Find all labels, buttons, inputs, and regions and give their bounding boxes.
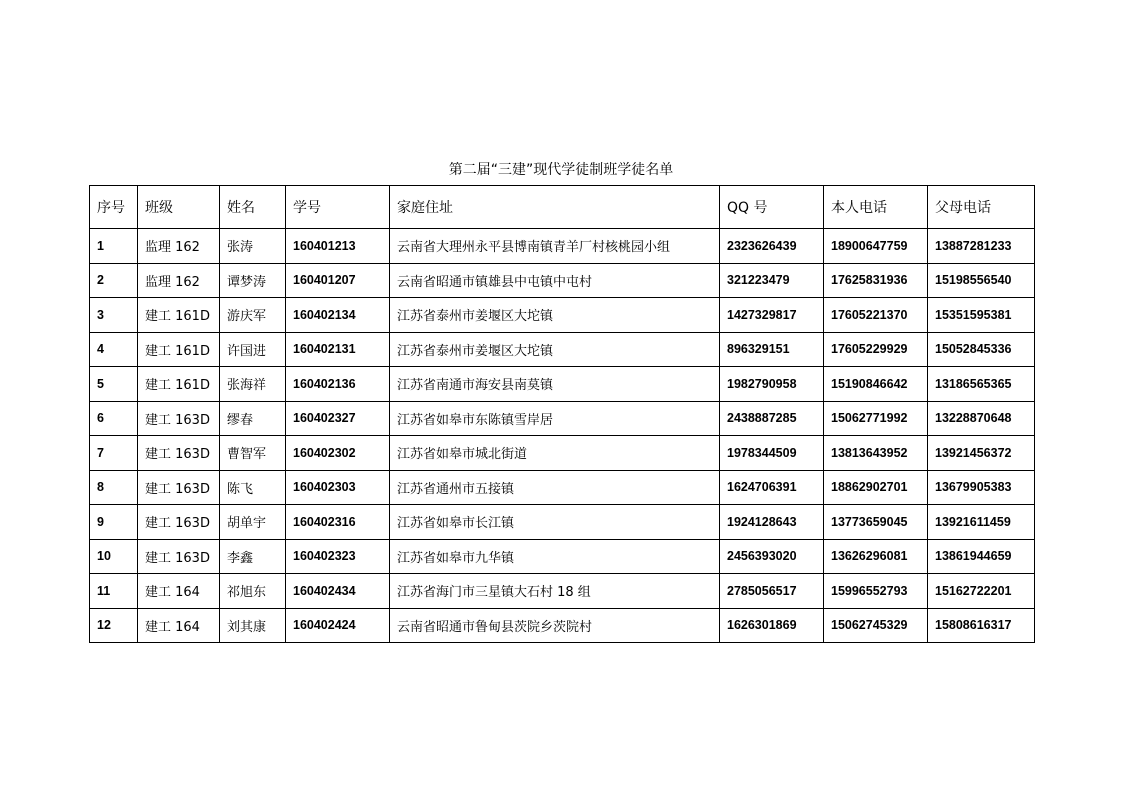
cell-address: 云南省昭通市鲁甸县茨院乡茨院村 [390, 608, 720, 643]
table-row [90, 401, 1035, 436]
cell-name: 缪春 [220, 401, 286, 436]
header-parent-phone: 父母电话 [928, 186, 1035, 229]
cell-parent-phone: 15162722201 [928, 574, 1035, 609]
cell-address: 江苏省泰州市姜堰区大坨镇 [390, 298, 720, 333]
cell-qq: 2456393020 [720, 539, 824, 574]
cell-phone: 18900647759 [824, 229, 928, 264]
cell-qq: 2438887285 [720, 401, 824, 436]
cell-phone: 15996552793 [824, 574, 928, 609]
cell-name: 许国进 [220, 332, 286, 367]
cell-address: 江苏省如皋市城北街道 [390, 436, 720, 471]
table-body [90, 229, 1035, 643]
cell-parent-phone: 13921611459 [928, 505, 1035, 540]
cell-qq: 1624706391 [720, 470, 824, 505]
cell-name: 曹智军 [220, 436, 286, 471]
cell-phone: 15062745329 [824, 608, 928, 643]
cell-index: 6 [90, 401, 138, 436]
cell-index: 9 [90, 505, 138, 540]
cell-parent-phone: 15052845336 [928, 332, 1035, 367]
header-student-id: 学号 [286, 186, 390, 229]
cell-name: 胡单宇 [220, 505, 286, 540]
cell-address: 江苏省如皋市东陈镇雪岸居 [390, 401, 720, 436]
cell-parent-phone: 13887281233 [928, 229, 1035, 264]
cell-class: 建工 164 [138, 574, 220, 609]
cell-class: 建工 161D [138, 298, 220, 333]
header-address: 家庭住址 [390, 186, 720, 229]
cell-name: 张涛 [220, 229, 286, 264]
cell-class: 建工 163D [138, 505, 220, 540]
cell-qq: 2785056517 [720, 574, 824, 609]
table-row [90, 263, 1035, 298]
cell-index: 12 [90, 608, 138, 643]
cell-student-id: 160402323 [286, 539, 390, 574]
cell-qq: 321223479 [720, 263, 824, 298]
cell-name: 张海祥 [220, 367, 286, 402]
cell-name: 李鑫 [220, 539, 286, 574]
table-header-row [90, 186, 1035, 229]
cell-student-id: 160402316 [286, 505, 390, 540]
cell-index: 11 [90, 574, 138, 609]
cell-qq: 896329151 [720, 332, 824, 367]
cell-index: 8 [90, 470, 138, 505]
cell-address: 云南省大理州永平县博南镇青羊厂村核桃园小组 [390, 229, 720, 264]
cell-phone: 15190846642 [824, 367, 928, 402]
table-row [90, 229, 1035, 264]
cell-student-id: 160402136 [286, 367, 390, 402]
cell-class: 建工 163D [138, 436, 220, 471]
cell-phone: 17605221370 [824, 298, 928, 333]
header-class: 班级 [138, 186, 220, 229]
cell-index: 3 [90, 298, 138, 333]
table-row [90, 539, 1035, 574]
cell-phone: 17625831936 [824, 263, 928, 298]
cell-student-id: 160402134 [286, 298, 390, 333]
cell-student-id: 160401213 [286, 229, 390, 264]
cell-index: 5 [90, 367, 138, 402]
cell-class: 监理 162 [138, 229, 220, 264]
cell-qq: 1626301869 [720, 608, 824, 643]
cell-phone: 13773659045 [824, 505, 928, 540]
table-row [90, 298, 1035, 333]
cell-qq: 1982790958 [720, 367, 824, 402]
cell-parent-phone: 13186565365 [928, 367, 1035, 402]
header-name: 姓名 [220, 186, 286, 229]
cell-index: 2 [90, 263, 138, 298]
cell-name: 谭梦涛 [220, 263, 286, 298]
cell-student-id: 160402327 [286, 401, 390, 436]
table-row [90, 367, 1035, 402]
cell-parent-phone: 15198556540 [928, 263, 1035, 298]
cell-index: 1 [90, 229, 138, 264]
cell-parent-phone: 13861944659 [928, 539, 1035, 574]
cell-student-id: 160402303 [286, 470, 390, 505]
cell-qq: 2323626439 [720, 229, 824, 264]
table-row [90, 505, 1035, 540]
header-index: 序号 [90, 186, 138, 229]
cell-student-id: 160402302 [286, 436, 390, 471]
cell-class: 建工 163D [138, 470, 220, 505]
cell-address: 江苏省海门市三星镇大石村 18 组 [390, 574, 720, 609]
cell-address: 云南省昭通市镇雄县中屯镇中屯村 [390, 263, 720, 298]
cell-name: 刘其康 [220, 608, 286, 643]
cell-class: 建工 161D [138, 332, 220, 367]
cell-address: 江苏省通州市五接镇 [390, 470, 720, 505]
cell-qq: 1978344509 [720, 436, 824, 471]
cell-name: 祁旭东 [220, 574, 286, 609]
cell-phone: 17605229929 [824, 332, 928, 367]
cell-student-id: 160402424 [286, 608, 390, 643]
cell-parent-phone: 15351595381 [928, 298, 1035, 333]
cell-name: 陈飞 [220, 470, 286, 505]
header-phone: 本人电话 [824, 186, 928, 229]
cell-parent-phone: 13228870648 [928, 401, 1035, 436]
cell-address: 江苏省如皋市九华镇 [390, 539, 720, 574]
cell-class: 建工 163D [138, 401, 220, 436]
roster-table [89, 185, 1035, 643]
table-row [90, 470, 1035, 505]
cell-index: 7 [90, 436, 138, 471]
cell-student-id: 160401207 [286, 263, 390, 298]
cell-student-id: 160402131 [286, 332, 390, 367]
cell-phone: 15062771992 [824, 401, 928, 436]
page-title: 第二届“三建”现代学徒制班学徒名单 [448, 162, 674, 178]
table-row [90, 332, 1035, 367]
table-row [90, 436, 1035, 471]
cell-phone: 13626296081 [824, 539, 928, 574]
cell-address: 江苏省如皋市长江镇 [390, 505, 720, 540]
cell-student-id: 160402434 [286, 574, 390, 609]
cell-parent-phone: 13679905383 [928, 470, 1035, 505]
cell-name: 游庆军 [220, 298, 286, 333]
cell-parent-phone: 13921456372 [928, 436, 1035, 471]
cell-address: 江苏省泰州市姜堰区大坨镇 [390, 332, 720, 367]
cell-phone: 13813643952 [824, 436, 928, 471]
cell-qq: 1427329817 [720, 298, 824, 333]
cell-address: 江苏省南通市海安县南莫镇 [390, 367, 720, 402]
cell-parent-phone: 15808616317 [928, 608, 1035, 643]
cell-class: 建工 161D [138, 367, 220, 402]
cell-index: 4 [90, 332, 138, 367]
cell-qq: 1924128643 [720, 505, 824, 540]
cell-phone: 18862902701 [824, 470, 928, 505]
cell-class: 建工 163D [138, 539, 220, 574]
cell-class: 建工 164 [138, 608, 220, 643]
header-qq: QQ 号 [720, 186, 824, 229]
table-row [90, 608, 1035, 643]
table-row [90, 574, 1035, 609]
cell-class: 监理 162 [138, 263, 220, 298]
cell-index: 10 [90, 539, 138, 574]
